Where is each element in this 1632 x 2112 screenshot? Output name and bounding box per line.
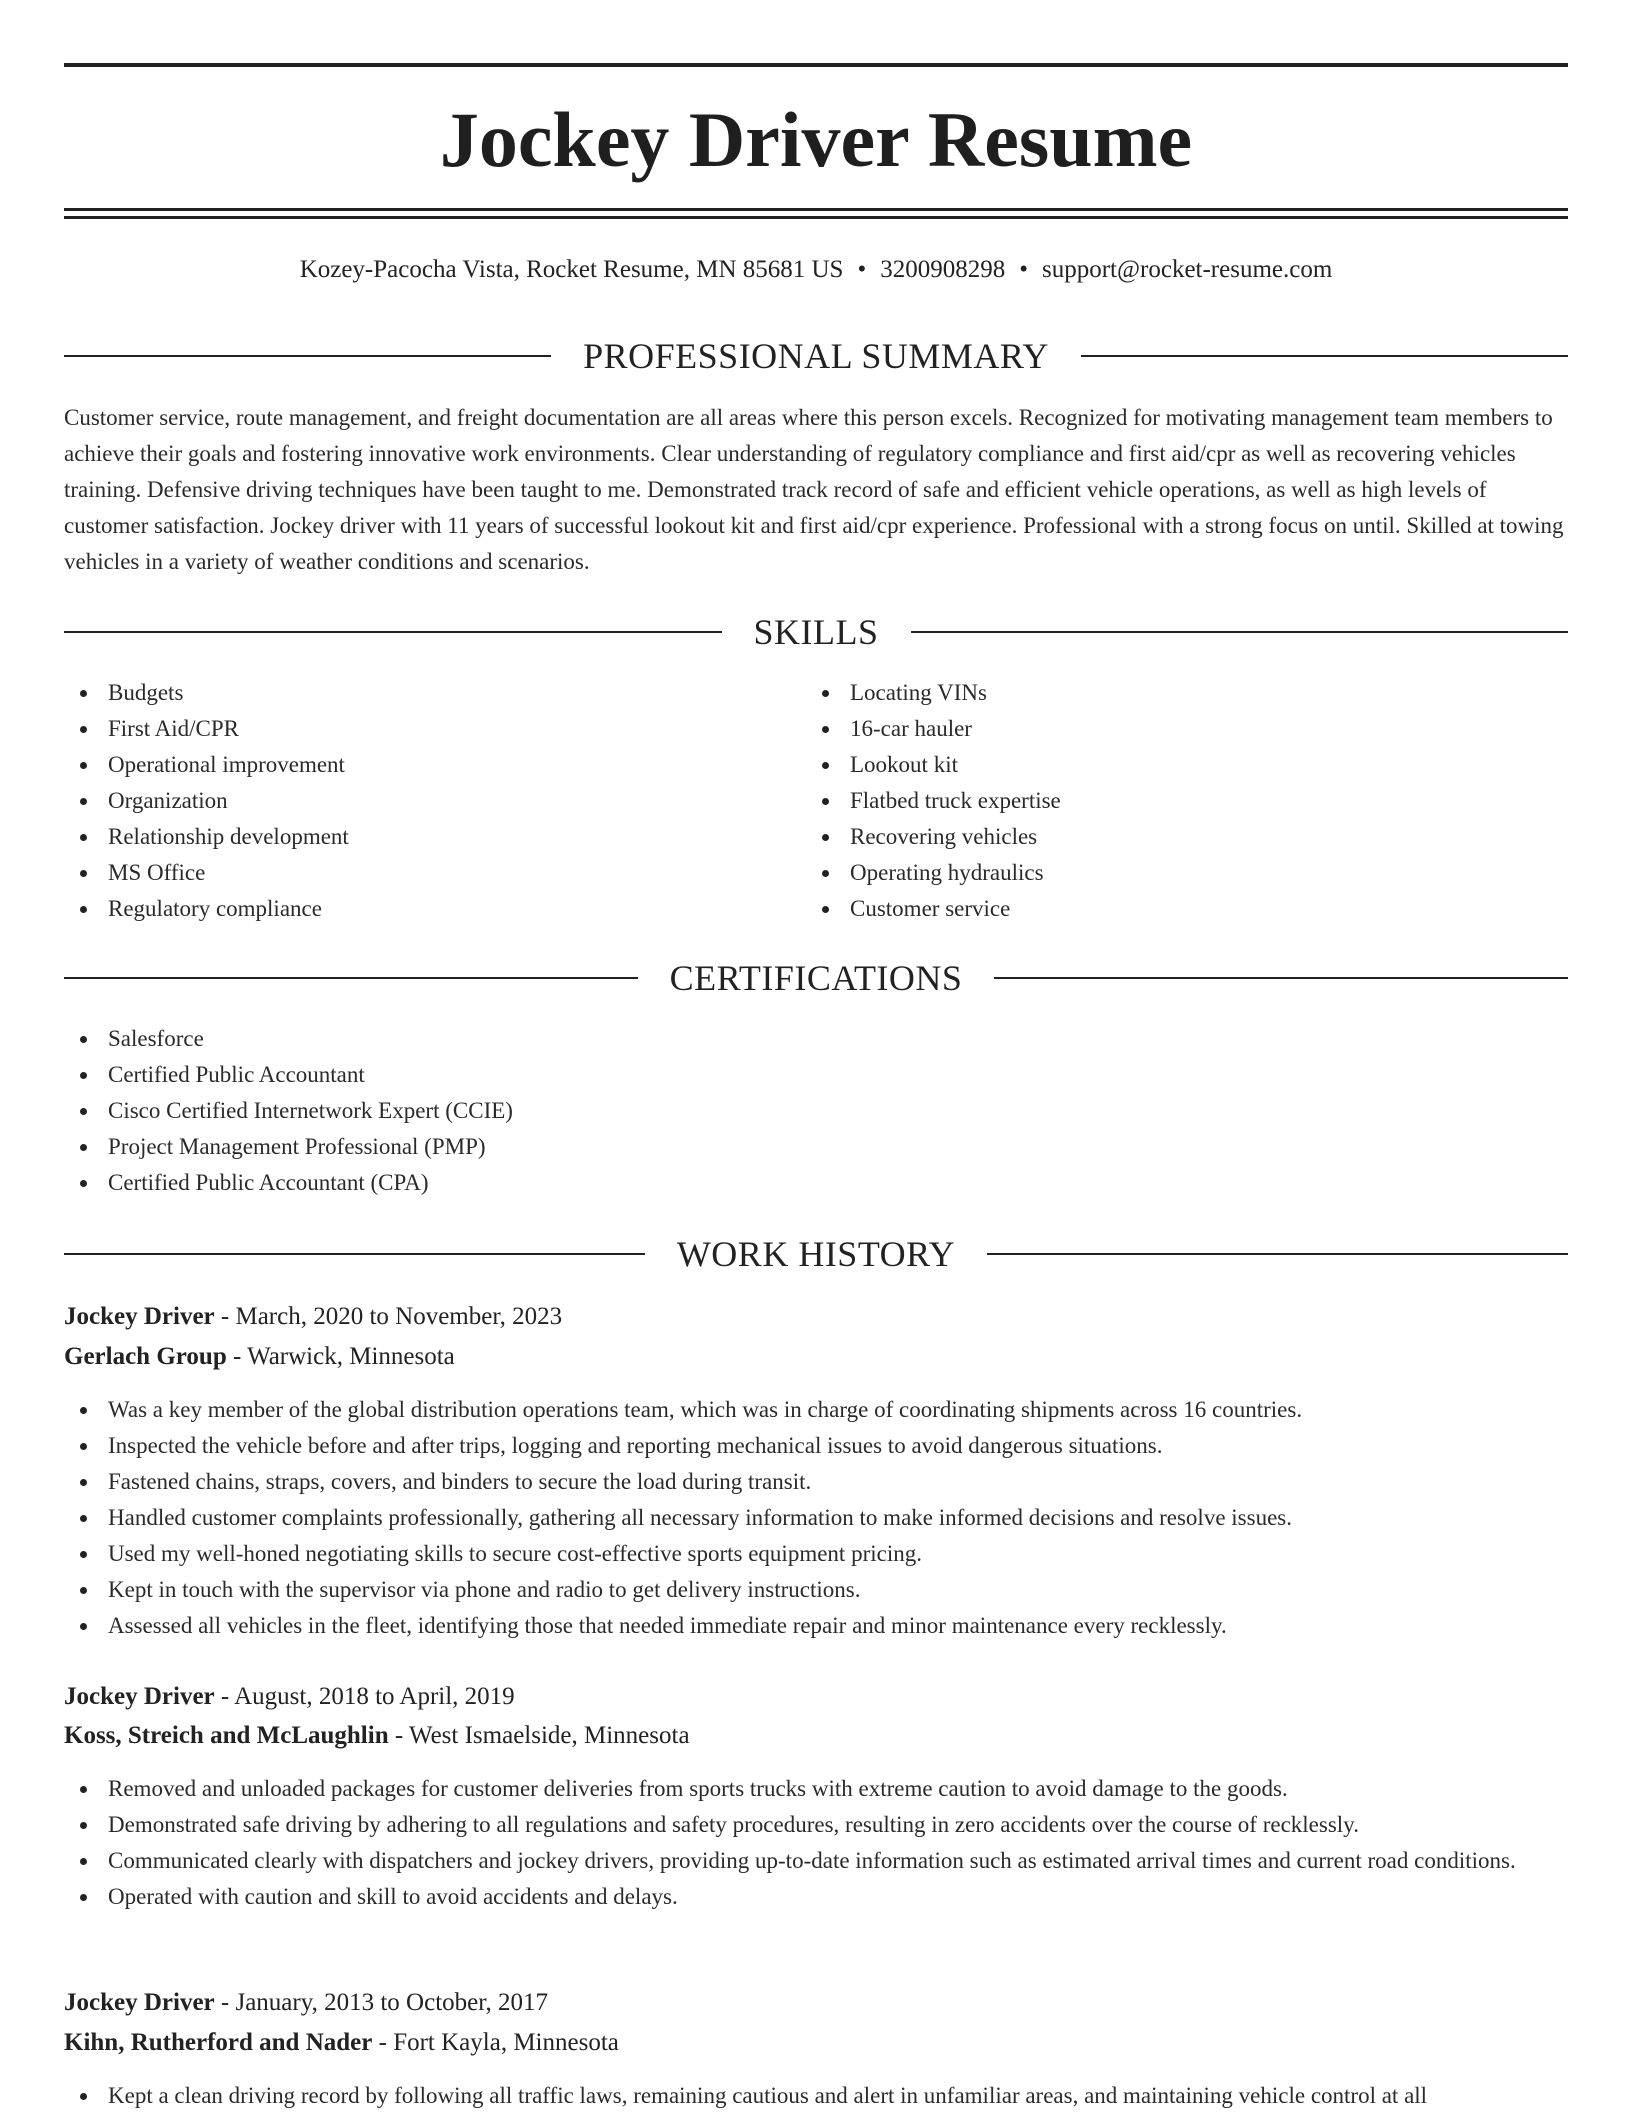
job-duty: Kept in touch with the supervisor via phone and radio to get delivery instructions. bbox=[64, 1572, 1568, 1608]
contact-address: Kozey-Pacocha Vista, Rocket Resume, MN 85681 US bbox=[299, 256, 844, 283]
skill-item: Locating VINs bbox=[806, 675, 1568, 711]
job-location: Fort Kayla, Minnesota bbox=[393, 2029, 619, 2056]
contact-separator: • bbox=[1019, 256, 1028, 283]
work-history-section-heading bbox=[64, 1232, 1568, 1276]
summary-text: Customer service, route management, and freight documentation are all areas where this person excels. Recognized for motivating management team members to achieve their goals and fostering innovative work environments. Clear understanding of regulatory compliance and first aid/cpr as well as recovering vehicles training. Defensive driving techniques have been taught to me. Demonstrated track record of safe and efficient vehicle operations, as well as high levels of customer satisfaction. Jockey driver with 11 years of successful lookout kit and first aid/cpr experience. Professional with a strong focus on until. Skilled at towing vehicles in a variety of weather conditions and scenarios. bbox=[64, 405, 1564, 574]
contact-line bbox=[64, 254, 1568, 286]
skills-heading-label: SKILLS bbox=[753, 612, 879, 652]
job-location: West Ismaelside, Minnesota bbox=[408, 1722, 690, 1749]
contact-separator: • bbox=[857, 256, 867, 283]
skills-list-left bbox=[64, 675, 806, 927]
job-title: Jockey Driver bbox=[64, 1303, 215, 1330]
heading-rule-left bbox=[64, 977, 638, 979]
certifications-section-heading bbox=[64, 956, 1568, 1000]
certification-item: Cisco Certified Internetwork Expert (CCIE) bbox=[64, 1093, 1568, 1129]
job-duty: Removed and unloaded packages for customer deliveries from sports trucks with extreme caution to avoid damage to the goods. bbox=[64, 1771, 1568, 1807]
job-location: Warwick, Minnesota bbox=[247, 1343, 455, 1370]
top-rule bbox=[64, 63, 1568, 67]
heading-rule-right bbox=[911, 631, 1569, 633]
skill-item: 16-car hauler bbox=[806, 711, 1568, 747]
skill-item: Organization bbox=[64, 783, 806, 819]
work-history-heading-label: WORK HISTORY bbox=[676, 1234, 956, 1274]
heading-rule-right bbox=[987, 1253, 1568, 1255]
skill-item: First Aid/CPR bbox=[64, 711, 806, 747]
certification-item: Certified Public Accountant bbox=[64, 1057, 1568, 1093]
skill-item: Operating hydraulics bbox=[806, 855, 1568, 891]
certifications-heading-label: CERTIFICATIONS bbox=[669, 958, 963, 998]
job-title-line: Jockey Driver - January, 2013 to October, 2017 bbox=[64, 1989, 549, 2016]
skill-item: Lookout kit bbox=[806, 747, 1568, 783]
skill-item: Flatbed truck expertise bbox=[806, 783, 1568, 819]
certification-item: Salesforce bbox=[64, 1021, 1568, 1057]
skill-item: Recovering vehicles bbox=[806, 819, 1568, 855]
job-duty: Demonstrated safe driving by adhering to all regulations and safety procedures, resulting in zero accidents over the course of recklessly. bbox=[64, 1807, 1568, 1843]
skill-item: Relationship development bbox=[64, 819, 806, 855]
job-duties-list bbox=[64, 1771, 1568, 1915]
job-duties-list bbox=[64, 2078, 1568, 2112]
summary-heading-label: PROFESSIONAL SUMMARY bbox=[583, 336, 1049, 376]
job-duty: Was a key member of the global distribution operations team, which was in charge of coordinating shipments across 16 countries. bbox=[64, 1392, 1568, 1428]
job-dates: March, 2020 to November, 2023 bbox=[235, 1303, 563, 1330]
title-rule-lower bbox=[64, 216, 1568, 219]
skills-section-heading bbox=[64, 610, 1568, 654]
job-duty: Inspected the vehicle before and after trips, logging and reporting mechanical issues to avoid dangerous situations. bbox=[64, 1428, 1568, 1464]
certification-item: Certified Public Accountant (CPA) bbox=[64, 1165, 1568, 1201]
job-duty: Used my well-honed negotiating skills to secure cost-effective sports equipment pricing. bbox=[64, 1536, 1568, 1572]
heading-rule-left bbox=[64, 1253, 645, 1255]
skill-item: Regulatory compliance bbox=[64, 891, 806, 927]
resume-title: Jockey Driver Resume bbox=[439, 96, 1193, 183]
job-duties-list bbox=[64, 1392, 1568, 1644]
job-company-line: Kihn, Rutherford and Nader - Fort Kayla, Minnesota bbox=[64, 2029, 619, 2056]
skill-item: Customer service bbox=[806, 891, 1568, 927]
heading-rule-left bbox=[64, 631, 722, 633]
skill-item: Budgets bbox=[64, 675, 806, 711]
contact-phone: 3200908298 bbox=[880, 256, 1006, 283]
job-dates: August, 2018 to April, 2019 bbox=[234, 1683, 515, 1710]
heading-rule-right bbox=[994, 977, 1568, 979]
job-duty: Kept a clean driving record by following all traffic laws, remaining cautious and alert in unfamiliar areas, and maintaining vehicle control at all bbox=[64, 2078, 1568, 2112]
job-duty: Assessed all vehicles in the fleet, identifying those that needed immediate repair and minor maintenance every recklessly. bbox=[64, 1608, 1568, 1644]
heading-rule-left bbox=[64, 355, 551, 357]
job-dates: January, 2013 to October, 2017 bbox=[235, 1989, 549, 2016]
skill-item: Operational improvement bbox=[64, 747, 806, 783]
job-title-line: Jockey Driver - March, 2020 to November, 2023 bbox=[64, 1303, 563, 1330]
skill-item: MS Office bbox=[64, 855, 806, 891]
heading-rule-right bbox=[1081, 355, 1568, 357]
job-title-line: Jockey Driver - August, 2018 to April, 2019 bbox=[64, 1683, 515, 1710]
job-duty: Communicated clearly with dispatchers and jockey drivers, providing up-to-date information such as estimated arrival times and current road conditions. bbox=[64, 1843, 1568, 1879]
job-duty: Handled customer complaints professionally, gathering all necessary information to make informed decisions and resolve issues. bbox=[64, 1500, 1568, 1536]
contact-email: support@rocket-resume.com bbox=[1042, 256, 1333, 283]
job-company: Koss, Streich and McLaughlin bbox=[64, 1722, 389, 1749]
job-company-line: Gerlach Group - Warwick, Minnesota bbox=[64, 1343, 455, 1370]
job-company: Kihn, Rutherford and Nader bbox=[64, 2029, 373, 2056]
job-duty: Fastened chains, straps, covers, and binders to secure the load during transit. bbox=[64, 1464, 1568, 1500]
job-title: Jockey Driver bbox=[64, 1989, 215, 2016]
job-title: Jockey Driver bbox=[64, 1683, 215, 1710]
certifications-list bbox=[64, 1021, 1568, 1201]
job-company: Gerlach Group bbox=[64, 1343, 227, 1370]
summary-section-heading bbox=[64, 334, 1568, 378]
title-rule-upper bbox=[64, 208, 1568, 211]
job-company-line: Koss, Streich and McLaughlin - West Ismaelside, Minnesota bbox=[64, 1722, 690, 1749]
skills-list-right bbox=[806, 675, 1568, 927]
job-duty: Operated with caution and skill to avoid accidents and delays. bbox=[64, 1879, 1568, 1915]
certification-item: Project Management Professional (PMP) bbox=[64, 1129, 1568, 1165]
